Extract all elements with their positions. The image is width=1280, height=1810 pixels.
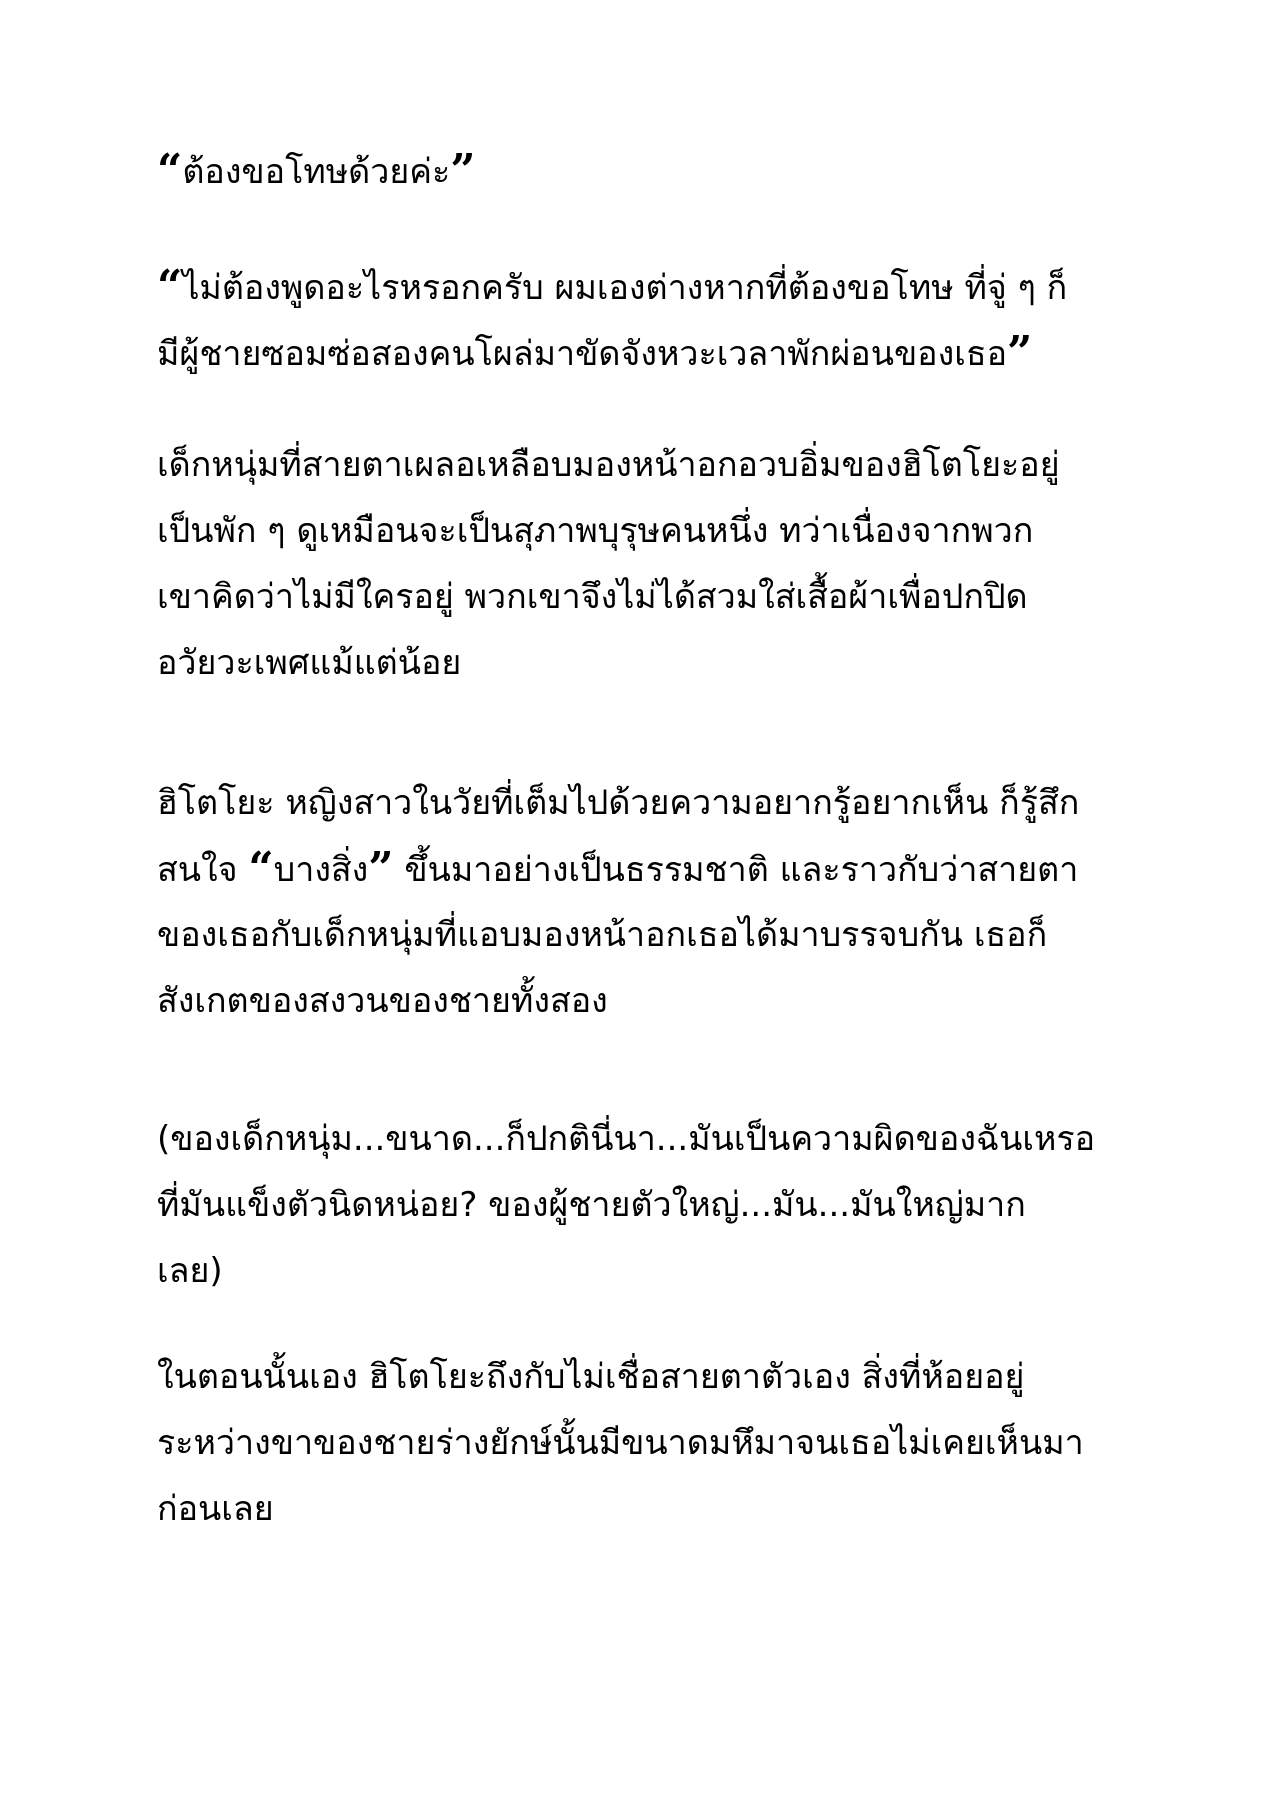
paragraph [157,1106,1157,1304]
text-line [157,498,1157,564]
text-run: ฮิโตโยะ หญิงสาวในวัยที่เต็มไปด้วยความอยากรู้อยากเห็น ก็รู้สึก [157,783,1080,823]
text-run: ไม่ต้องพูดอะไรหรอกครับ ผมเองต่างหากที่ต้องขอโทษ ที่จู่ ๆ ก็ [182,268,1068,308]
text-line [157,630,1157,696]
text-run: อวัยวะเพศแม้แต่น้อย [157,643,462,683]
paragraph [157,138,1157,204]
text-run: เด็กหนุ่มที่สายตาเผลอเหลือบมองหน้าอกอวบอิ่มของฮิโตโยะอยู่ [157,445,1060,485]
text-run: ของเธอกับเด็กหนุ่มที่แอบมองหน้าอกเธอได้มาบรรจบกัน เธอก็ [157,915,1048,955]
text-line [157,1106,1157,1172]
text-line [157,770,1157,836]
paragraph [157,1344,1157,1542]
text-line [157,902,1157,968]
text-run: ก่อนเลย [157,1489,274,1529]
paragraph [157,432,1157,696]
text-run: ที่มันแข็งตัวนิดหน่อย? ของผู้ชายตัวใหญ่...มัน...มันใหญ่มาก [157,1185,1026,1225]
quote-mark: ” [1007,327,1033,378]
quote-mark: “ [157,261,183,312]
text-run: (ของเด็กหนุ่ม...ขนาด...ก็ปกตินี่นา...มันเป็นความผิดของฉันเหรอ [157,1119,1096,1159]
text-run: เลย) [157,1251,223,1291]
text-run: บางสิ่ง [273,850,369,890]
text-line [157,564,1157,630]
text-line [157,1410,1157,1476]
quote-mark: ” [368,843,394,894]
text-run: ขึ้นมาอย่างเป็นธรรมชาติ และราวกับว่าสายตา [393,850,1079,890]
quote-mark: “ [248,843,274,894]
text-run: สนใจ [157,850,249,890]
text-line [157,836,1157,902]
text-line [157,432,1157,498]
text-run: เป็นพัก ๆ ดูเหมือนจะเป็นสุภาพบุรุษคนหนึ่ง ทว่าเนื่องจากพวก [157,511,1034,551]
paragraph [157,770,1157,1034]
text-line [157,1476,1157,1542]
quote-mark: ” [450,145,476,196]
text-line [157,1344,1157,1410]
text-run: ต้องขอโทษด้วยค่ะ [182,152,451,192]
quote-mark: “ [157,145,183,196]
text-run: สังเกตของสงวนของชายทั้งสอง [157,981,608,1021]
text-run: เขาคิดว่าไม่มีใครอยู่ พวกเขาจึงไม่ได้สวมใส่เสื้อผ้าเพื่อปกปิด [157,577,1028,617]
text-line [157,320,1157,386]
text-line [157,1238,1157,1304]
text-run: ระหว่างขาของชายร่างยักษ์นั้นมีขนาดมหึมาจนเธอไม่เคยเห็นมา [157,1423,1084,1463]
text-run: มีผู้ชายซอมซ่อสองคนโผล่มาขัดจังหวะเวลาพักผ่อนของเธอ [157,334,1007,374]
text-line [157,968,1157,1034]
text-line [157,138,1157,204]
text-run: ในตอนนั้นเอง ฮิโตโยะถึงกับไม่เชื่อสายตาตัวเอง สิ่งที่ห้อยอยู่ [157,1357,1025,1397]
paragraph [157,254,1157,386]
text-line [157,254,1157,320]
text-line [157,1172,1157,1238]
